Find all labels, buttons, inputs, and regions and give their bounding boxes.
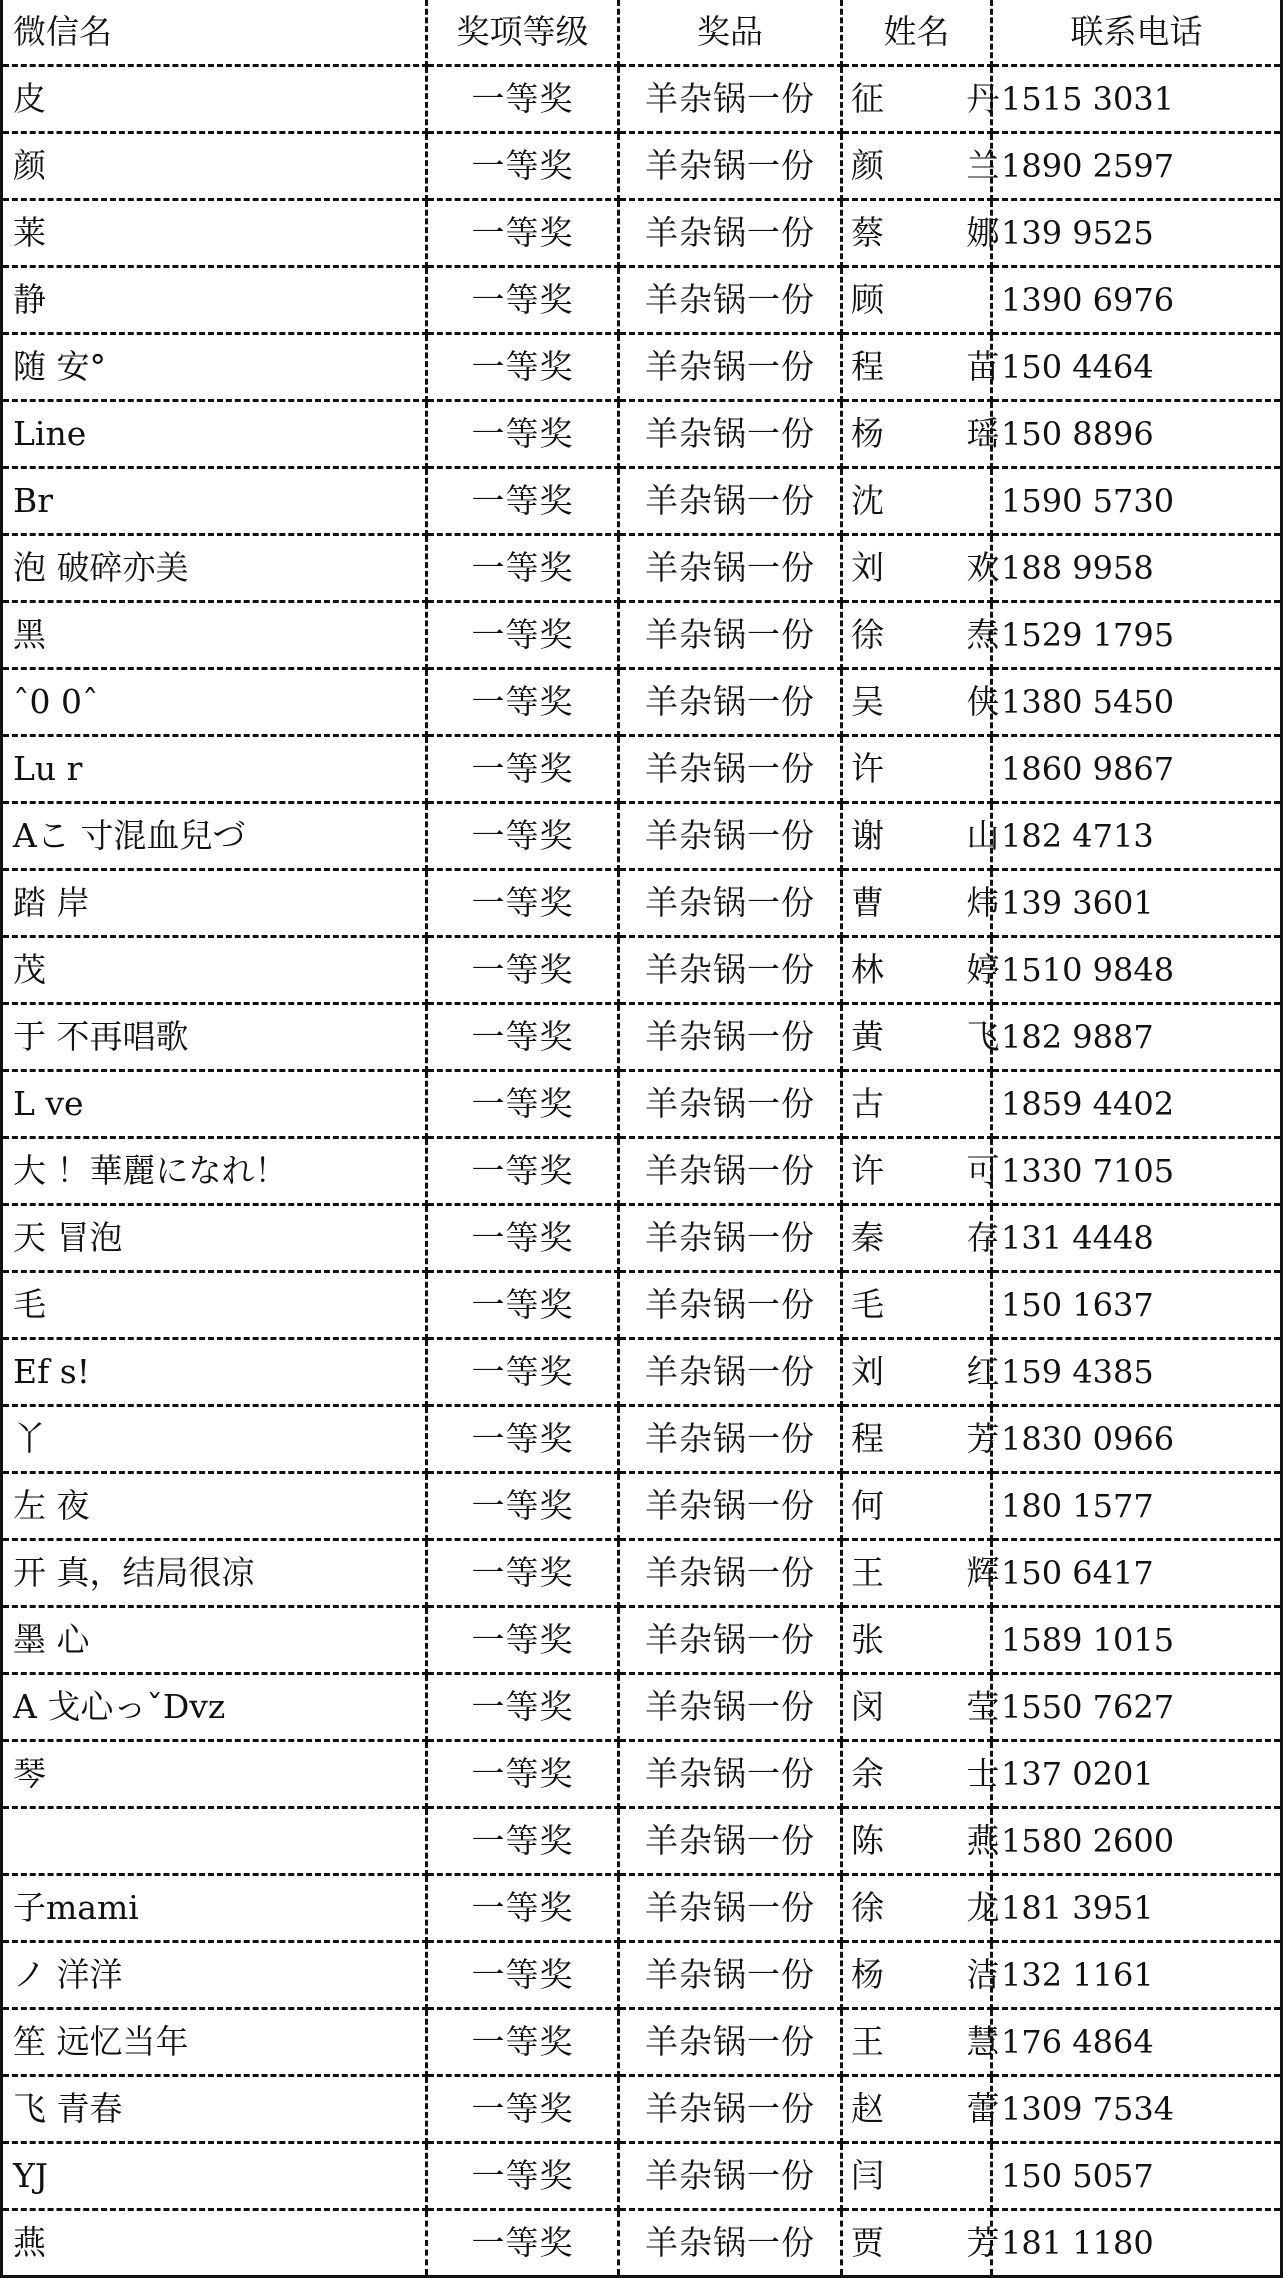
table-row	[2, 334, 1282, 401]
cell-prize-level: 一等奖	[427, 267, 619, 334]
cell-prize: 羊杂锅一份	[619, 1607, 842, 1674]
table-row	[2, 1339, 1282, 1406]
table-row	[2, 870, 1282, 937]
cell-prize-level: 一等奖	[427, 870, 619, 937]
cell-prize: 羊杂锅一份	[619, 1071, 842, 1138]
table-row	[2, 1607, 1282, 1674]
table-row	[2, 2009, 1282, 2076]
cell-prize-level: 一等奖	[427, 669, 619, 736]
cell-person-name: 黄 飞	[842, 1004, 992, 1071]
cell-person-name: 吴 侠	[842, 669, 992, 736]
cell-phone: 137 0201	[992, 1741, 1282, 1808]
cell-wechat-name: 踏 岸	[2, 870, 427, 937]
header-prize: 奖品	[619, 0, 842, 66]
cell-phone: 159 4385	[992, 1339, 1282, 1406]
cell-person-name: 徐 龙	[842, 1875, 992, 1942]
cell-phone: 181 1180	[992, 2210, 1282, 2277]
table-row	[2, 669, 1282, 736]
cell-phone: 1380 5450	[992, 669, 1282, 736]
table-row	[2, 1205, 1282, 1272]
header-person-name: 姓名	[842, 0, 992, 66]
cell-phone: 181 3951	[992, 1875, 1282, 1942]
cell-wechat-name: L ve	[2, 1071, 427, 1138]
cell-person-name: 征 丹	[842, 66, 992, 133]
table-row	[2, 401, 1282, 468]
cell-phone: 1510 9848	[992, 937, 1282, 1004]
cell-prize: 羊杂锅一份	[619, 2210, 842, 2277]
cell-wechat-name: 颜	[2, 133, 427, 200]
table-row	[2, 2076, 1282, 2143]
cell-prize: 羊杂锅一份	[619, 267, 842, 334]
cell-prize: 羊杂锅一份	[619, 1473, 842, 1540]
table-row	[2, 2210, 1282, 2277]
cell-prize: 羊杂锅一份	[619, 1205, 842, 1272]
cell-person-name: 何	[842, 1473, 992, 1540]
table-row	[2, 1406, 1282, 1473]
cell-person-name: 贾 芳	[842, 2210, 992, 2277]
table-row	[2, 1674, 1282, 1741]
cell-wechat-name: 子mami	[2, 1875, 427, 1942]
cell-wechat-name: ノ 洋洋	[2, 1942, 427, 2009]
table-row	[2, 602, 1282, 669]
cell-prize: 羊杂锅一份	[619, 1875, 842, 1942]
cell-person-name: 刘 欢	[842, 535, 992, 602]
table-row	[2, 1540, 1282, 1607]
table-row	[2, 468, 1282, 535]
cell-prize-level: 一等奖	[427, 937, 619, 1004]
cell-person-name: 毛	[842, 1272, 992, 1339]
cell-prize-level: 一等奖	[427, 535, 619, 602]
cell-person-name: 程 芳	[842, 1406, 992, 1473]
cell-phone: 1890 2597	[992, 133, 1282, 200]
cell-prize-level: 一等奖	[427, 1808, 619, 1875]
cell-phone: 139 3601	[992, 870, 1282, 937]
cell-prize: 羊杂锅一份	[619, 2143, 842, 2210]
cell-prize: 羊杂锅一份	[619, 1406, 842, 1473]
cell-prize-level: 一等奖	[427, 1138, 619, 1205]
cell-person-name: 许	[842, 736, 992, 803]
table-row	[2, 66, 1282, 133]
cell-prize-level: 一等奖	[427, 401, 619, 468]
cell-wechat-name: 毛	[2, 1272, 427, 1339]
cell-person-name: 谢 山	[842, 803, 992, 870]
table-row	[2, 1272, 1282, 1339]
cell-prize-level: 一等奖	[427, 1339, 619, 1406]
cell-wechat-name: 笙 远忆当年	[2, 2009, 427, 2076]
cell-person-name: 王 辉	[842, 1540, 992, 1607]
cell-phone: 182 4713	[992, 803, 1282, 870]
cell-prize: 羊杂锅一份	[619, 736, 842, 803]
cell-wechat-name: Line	[2, 401, 427, 468]
cell-wechat-name	[2, 1808, 427, 1875]
cell-prize: 羊杂锅一份	[619, 1339, 842, 1406]
cell-prize: 羊杂锅一份	[619, 1674, 842, 1741]
table-row	[2, 535, 1282, 602]
table-row	[2, 267, 1282, 334]
table-row	[2, 200, 1282, 267]
cell-wechat-name: 莱	[2, 200, 427, 267]
cell-person-name: 古	[842, 1071, 992, 1138]
cell-prize-level: 一等奖	[427, 2143, 619, 2210]
cell-wechat-name: 静	[2, 267, 427, 334]
cell-phone: 1859 4402	[992, 1071, 1282, 1138]
cell-prize-level: 一等奖	[427, 1071, 619, 1138]
cell-wechat-name: 皮	[2, 66, 427, 133]
cell-person-name: 顾	[842, 267, 992, 334]
cell-person-name: 徐 焘	[842, 602, 992, 669]
cell-prize: 羊杂锅一份	[619, 1540, 842, 1607]
cell-phone: 1330 7105	[992, 1138, 1282, 1205]
cell-prize: 羊杂锅一份	[619, 468, 842, 535]
cell-prize: 羊杂锅一份	[619, 1004, 842, 1071]
cell-person-name: 秦 存	[842, 1205, 992, 1272]
cell-prize-level: 一等奖	[427, 1674, 619, 1741]
cell-wechat-name: 左 夜	[2, 1473, 427, 1540]
cell-prize-level: 一等奖	[427, 2076, 619, 2143]
cell-wechat-name: A 戈心っˇDvz	[2, 1674, 427, 1741]
cell-prize-level: 一等奖	[427, 334, 619, 401]
table-row	[2, 1808, 1282, 1875]
cell-wechat-name: 随 安°	[2, 334, 427, 401]
cell-prize-level: 一等奖	[427, 803, 619, 870]
cell-prize: 羊杂锅一份	[619, 937, 842, 1004]
cell-phone: 150 8896	[992, 401, 1282, 468]
cell-prize-level: 一等奖	[427, 1272, 619, 1339]
cell-prize: 羊杂锅一份	[619, 602, 842, 669]
cell-person-name: 杨 瑶	[842, 401, 992, 468]
cell-phone: 1515 3031	[992, 66, 1282, 133]
cell-person-name: 程 苗	[842, 334, 992, 401]
cell-phone: 188 9958	[992, 535, 1282, 602]
cell-phone: 150 6417	[992, 1540, 1282, 1607]
cell-phone: 1590 5730	[992, 468, 1282, 535]
table-row	[2, 1138, 1282, 1205]
cell-person-name: 陈 燕	[842, 1808, 992, 1875]
cell-prize: 羊杂锅一份	[619, 334, 842, 401]
cell-prize-level: 一等奖	[427, 66, 619, 133]
cell-prize: 羊杂锅一份	[619, 1942, 842, 2009]
cell-wechat-name: Aこ 寸混血兒づ	[2, 803, 427, 870]
cell-phone: 150 1637	[992, 1272, 1282, 1339]
cell-person-name: 余 士	[842, 1741, 992, 1808]
cell-prize-level: 一等奖	[427, 1741, 619, 1808]
cell-wechat-name: 天 冒泡	[2, 1205, 427, 1272]
table-row	[2, 1875, 1282, 1942]
cell-prize-level: 一等奖	[427, 1406, 619, 1473]
cell-wechat-name: 茂	[2, 937, 427, 1004]
cell-prize-level: 一等奖	[427, 1875, 619, 1942]
cell-person-name: 闵 莹	[842, 1674, 992, 1741]
cell-phone: 1390 6976	[992, 267, 1282, 334]
cell-prize: 羊杂锅一份	[619, 1272, 842, 1339]
cell-prize-level: 一等奖	[427, 468, 619, 535]
table-row	[2, 937, 1282, 1004]
cell-prize: 羊杂锅一份	[619, 200, 842, 267]
table-row	[2, 1071, 1282, 1138]
cell-prize-level: 一等奖	[427, 1473, 619, 1540]
cell-wechat-name: YJ	[2, 2143, 427, 2210]
cell-prize: 羊杂锅一份	[619, 1808, 842, 1875]
cell-prize-level: 一等奖	[427, 1942, 619, 2009]
cell-person-name: 沈	[842, 468, 992, 535]
cell-phone: 176 4864	[992, 2009, 1282, 2076]
cell-person-name: 蔡 娜	[842, 200, 992, 267]
cell-phone: 1830 0966	[992, 1406, 1282, 1473]
cell-prize-level: 一等奖	[427, 2210, 619, 2277]
cell-prize: 羊杂锅一份	[619, 133, 842, 200]
table-row	[2, 1004, 1282, 1071]
cell-wechat-name: Ef s!	[2, 1339, 427, 1406]
cell-phone: 1529 1795	[992, 602, 1282, 669]
cell-prize: 羊杂锅一份	[619, 870, 842, 937]
cell-prize: 羊杂锅一份	[619, 1138, 842, 1205]
cell-wechat-name: 泡 破碎亦美	[2, 535, 427, 602]
table-row	[2, 1741, 1282, 1808]
cell-phone: 139 9525	[992, 200, 1282, 267]
cell-wechat-name: 丫	[2, 1406, 427, 1473]
cell-phone: 150 4464	[992, 334, 1282, 401]
header-wechat-name: 微信名	[2, 0, 427, 66]
cell-prize-level: 一等奖	[427, 1540, 619, 1607]
cell-prize-level: 一等奖	[427, 736, 619, 803]
cell-person-name: 赵 蕾	[842, 2076, 992, 2143]
cell-person-name: 王 慧	[842, 2009, 992, 2076]
cell-wechat-name: Br	[2, 468, 427, 535]
table-row	[2, 1942, 1282, 2009]
cell-prize: 羊杂锅一份	[619, 535, 842, 602]
cell-person-name: 曹 炜	[842, 870, 992, 937]
cell-person-name: 张	[842, 1607, 992, 1674]
cell-phone: 1860 9867	[992, 736, 1282, 803]
cell-prize-level: 一等奖	[427, 1205, 619, 1272]
cell-prize-level: 一等奖	[427, 602, 619, 669]
table-row	[2, 1473, 1282, 1540]
cell-wechat-name: ˆ0 0ˆ	[2, 669, 427, 736]
cell-wechat-name: 琴	[2, 1741, 427, 1808]
cell-wechat-name: 燕	[2, 2210, 427, 2277]
cell-phone: 1309 7534	[992, 2076, 1282, 2143]
cell-wechat-name: Lu r	[2, 736, 427, 803]
cell-prize-level: 一等奖	[427, 133, 619, 200]
cell-wechat-name: 墨 心	[2, 1607, 427, 1674]
table-row	[2, 133, 1282, 200]
cell-person-name: 闫	[842, 2143, 992, 2210]
cell-prize: 羊杂锅一份	[619, 66, 842, 133]
cell-prize: 羊杂锅一份	[619, 401, 842, 468]
cell-wechat-name: 于 不再唱歌	[2, 1004, 427, 1071]
cell-phone: 180 1577	[992, 1473, 1282, 1540]
cell-wechat-name: 开 真，结局很凉	[2, 1540, 427, 1607]
cell-prize: 羊杂锅一份	[619, 669, 842, 736]
cell-phone: 131 4448	[992, 1205, 1282, 1272]
header-row	[2, 0, 1282, 66]
cell-prize-level: 一等奖	[427, 2009, 619, 2076]
header-prize-level: 奖项等级	[427, 0, 619, 66]
cell-phone: 1589 1015	[992, 1607, 1282, 1674]
cell-prize-level: 一等奖	[427, 1607, 619, 1674]
cell-person-name: 杨 洁	[842, 1942, 992, 2009]
table-row	[2, 736, 1282, 803]
table-row	[2, 2143, 1282, 2210]
cell-prize: 羊杂锅一份	[619, 2009, 842, 2076]
cell-person-name: 颜 兰	[842, 133, 992, 200]
cell-phone: 1580 2600	[992, 1808, 1282, 1875]
cell-prize-level: 一等奖	[427, 200, 619, 267]
cell-phone: 182 9887	[992, 1004, 1282, 1071]
cell-wechat-name: 飞 青春	[2, 2076, 427, 2143]
cell-prize: 羊杂锅一份	[619, 1741, 842, 1808]
cell-person-name: 林 婷	[842, 937, 992, 1004]
cell-prize: 羊杂锅一份	[619, 803, 842, 870]
cell-wechat-name: 黑	[2, 602, 427, 669]
cell-prize: 羊杂锅一份	[619, 2076, 842, 2143]
cell-prize-level: 一等奖	[427, 1004, 619, 1071]
table-row	[2, 803, 1282, 870]
cell-wechat-name: 大 ！華麗になれ！	[2, 1138, 427, 1205]
cell-phone: 1550 7627	[992, 1674, 1282, 1741]
cell-person-name: 刘 红	[842, 1339, 992, 1406]
cell-phone: 150 5057	[992, 2143, 1282, 2210]
cell-person-name: 许 可	[842, 1138, 992, 1205]
cell-phone: 132 1161	[992, 1942, 1282, 2009]
header-phone: 联系电话	[992, 0, 1282, 66]
